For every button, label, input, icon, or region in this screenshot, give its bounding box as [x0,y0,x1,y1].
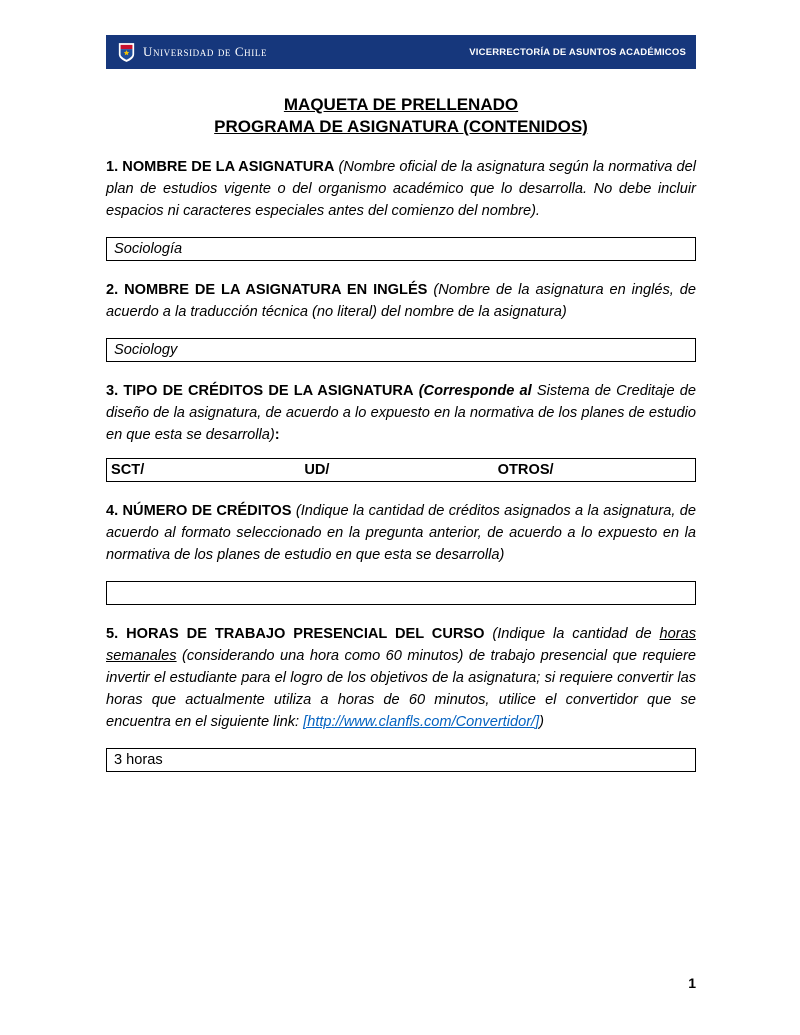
credit-option-ud: UD/ [304,462,330,478]
tipo-creditos-field[interactable] [106,458,696,482]
page-number: 1 [688,975,696,991]
title-line-2: PROGRAMA DE ASIGNATURA (CONTENIDOS) [214,117,588,136]
title-line-1: MAQUETA DE PRELLENADO [283,95,519,114]
section-1-label: 1. NOMBRE DE LA ASIGNATURA [106,159,335,175]
university-logo-icon [118,42,135,63]
section-2-label: 2. NOMBRE DE LA ASIGNATURA EN INGLÉS [106,282,428,298]
horas-presenciales-value: 3 horas [114,752,163,768]
section-3-label: 3. TIPO DE CRÉDITOS DE LA ASIGNATURA [106,383,414,399]
section-4-label: 4. NÚMERO DE CRÉDITOS [106,503,292,519]
section-4-heading [106,500,696,566]
asignatura-name-field[interactable] [106,237,696,261]
section-5-label: 5. HORAS DE TRABAJO PRESENCIAL DEL CURSO [106,626,485,642]
section-3-description-lead: (Corresponde al [418,383,532,399]
section-5-description: (Indique la cantidad de horas semanales (considerando una hora como 60 minutos) de trabajo presencial que requiere invertir el estudiante para el logro de los objetivos de la asignatura; si requiere convertir las horas que actualmente utiliza a horas de 60 minutos, utilice el convertidor que se encuentra en el siguiente link: [http://www.clanfls.com/Convertidor/]) [106,626,696,730]
horas-presenciales-field[interactable] [106,748,696,772]
section-1-description: (Nombre oficial de la asignatura según la normativa del plan de estudios vigente o del organismo académico que lo desarrolla. No debe incluir espacios ni caracteres especiales antes del comienzo del nombre). [106,159,696,219]
header-bar [106,35,696,69]
credit-option-sct: SCT/ [111,462,145,478]
department-name: VICERRECTORÍA DE ASUNTOS ACADÉMICOS [469,46,686,58]
numero-creditos-field[interactable] [106,581,696,605]
convertidor-link[interactable]: [http://www.clanfls.com/Convertidor/] [303,714,540,730]
section-1-heading [106,156,696,222]
horas-semanales-underlined: horas semanales [106,626,696,664]
section-2-heading [106,279,696,323]
asignatura-name-value: Sociología [114,241,183,257]
credit-option-otros: OTROS/ [497,462,554,478]
university-name: Universidad de Chile [143,44,268,59]
section-3-description: Sistema de Creditaje de diseño de la asignatura, de acuerdo a lo expuesto en la normativa de los planes de estudio en que esta se desarrolla) [106,383,696,443]
asignatura-english-name-value: Sociology [114,342,178,358]
section-2-description: (Nombre de la asignatura en inglés, de acuerdo a la traducción técnica (no literal) del nombre de la asignatura) [106,282,696,320]
document-title [106,94,696,138]
section-3-description-colon: : [274,427,280,443]
section-4-description: (Indique la cantidad de créditos asignados a la asignatura, de acuerdo al formato seleccionado en la pregunta anterior, de acuerdo a lo expuesto en la normativa de los planes de estudio en que esta se desarrolla) [106,503,696,563]
asignatura-english-name-field[interactable] [106,338,696,362]
section-5-heading [106,623,696,733]
section-3-heading [106,380,696,446]
